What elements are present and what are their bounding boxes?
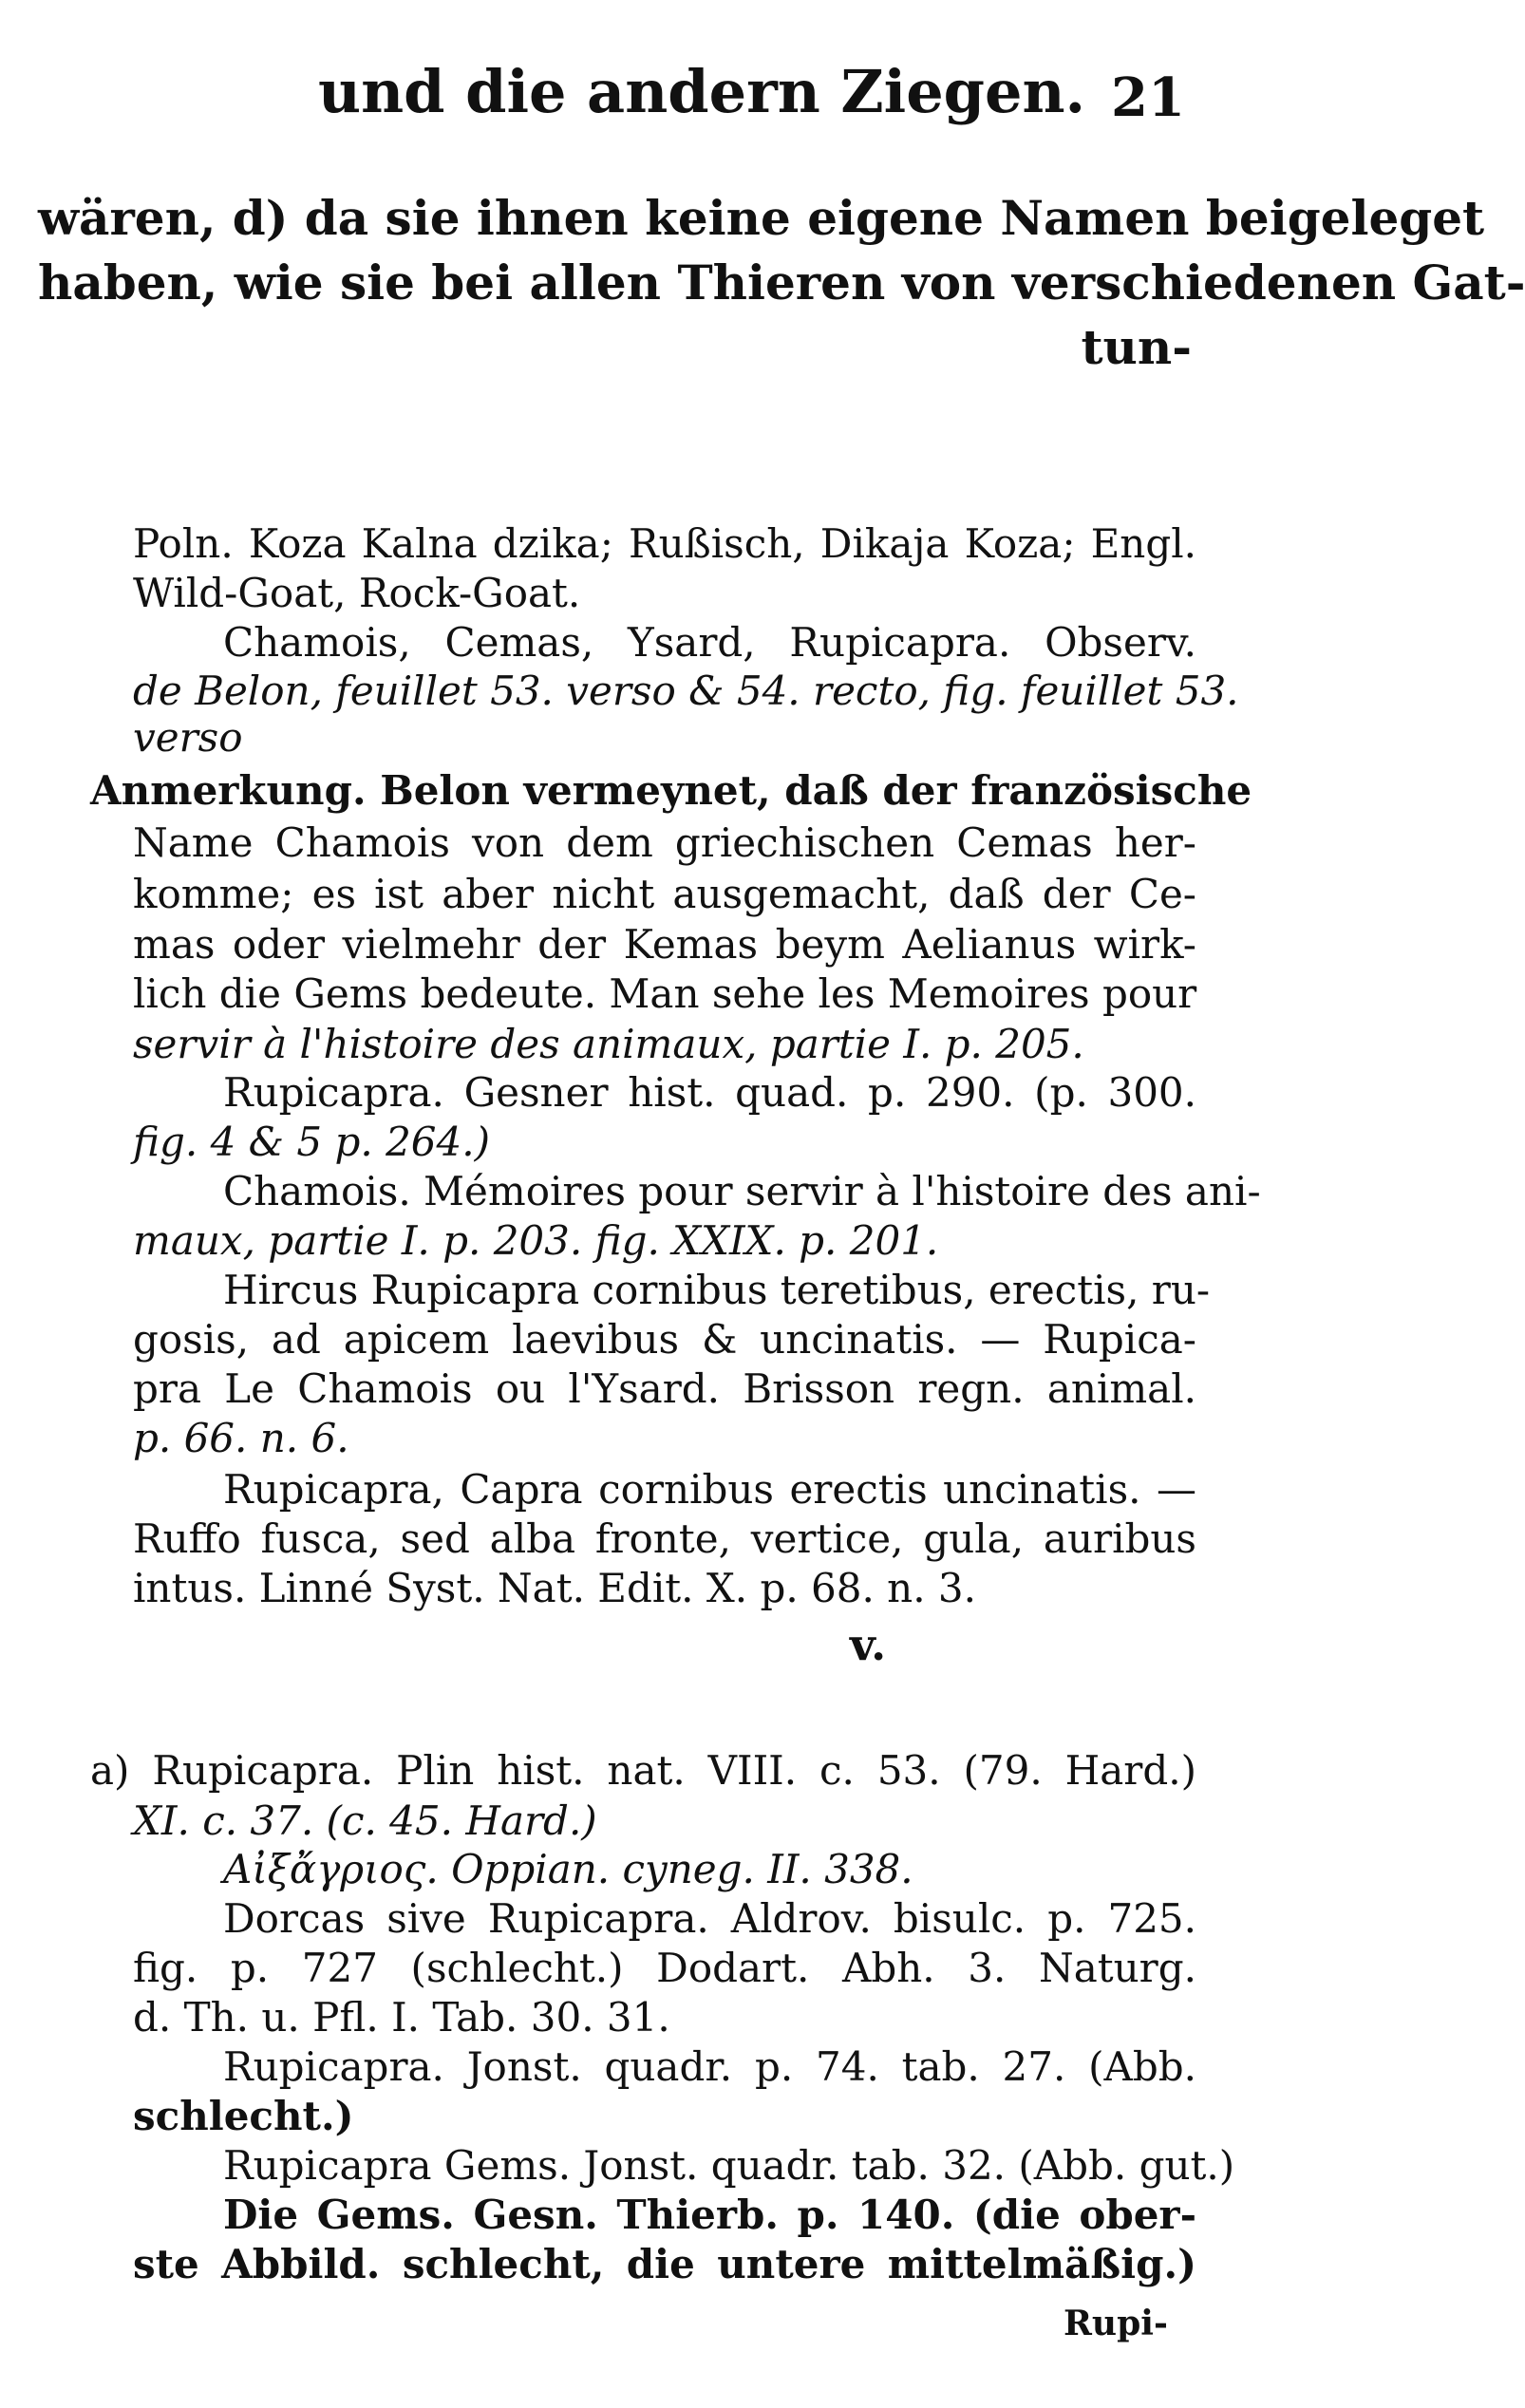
footnote-line: fig. p. 727 (schlecht.) Dodart. Abh. 3. Naturg. [133,1945,1196,1991]
footnote-line: Αἰξἄγριος. Oppian. cyneg. II. 338. [223,1846,913,1892]
body-line: tun- [1081,319,1192,375]
footnote-line: mas oder vielmehr der Kemas beym Aelianus wirk- [133,921,1196,968]
footnote-line: Ruffo fusca, sed alba fronte, vertice, gula, auribus [133,1515,1196,1562]
footnote-line: Chamois, Cemas, Ysard, Rupicapra. Observ. [223,619,1196,666]
footnote-line: de Belon, feuillet 53. verso & 54. recto, fig. feuillet 53. [133,668,1239,714]
footnote-line: Chamois. Mémoires pour servir à l'histoire des ani- [223,1168,1261,1214]
footnote-line: p. 66. n. 6. [133,1415,349,1461]
footnote-line: Rupicapra, Capra cornibus erectis uncinatis. — [223,1466,1196,1513]
footnote-line: Wild-Goat, Rock-Goat. [133,570,581,616]
footnote-line: verso [133,714,243,761]
footnote-line: Name Chamois von dem griechischen Cemas her- [133,819,1196,866]
footnote-line: Rupicapra. Jonst. quadr. p. 74. tab. 27. (Abb. [223,2043,1196,2090]
body-line: wären, d) da sie ihnen keine eigene Namen beigeleget [38,190,1485,246]
footnote-line: d. Th. u. Pfl. I. Tab. 30. 31. [133,1994,670,2041]
page-number: 21 [1111,66,1185,129]
footnote-line: Rupicapra Gems. Jonst. quadr. tab. 32. (Abb. gut.) [223,2142,1235,2189]
footnote-line: schlecht.) [133,2093,354,2139]
footnote-line: ste Abbild. schlecht, die untere mittelmäßig.) [133,2241,1196,2287]
footnote-line: Poln. Koza Kalna dzika; Rußisch, Dikaja Koza; Engl. [133,520,1196,567]
body-line: haben, wie sie bei allen Thieren von verschiedenen Gat- [38,254,1525,310]
footnote-line: Die Gems. Gesn. Thierb. p. 140. (die ober- [223,2192,1196,2238]
footnote-line: Anmerkung. Belon vermeynet, daß der französische [90,767,1252,814]
footnote-line: Rupicapra. Gesner hist. quad. p. 290. (p. 300. [223,1069,1196,1116]
footnote-line: XI. c. 37. (c. 45. Hard.) [133,1797,597,1844]
footnote-line: Dorcas sive Rupicapra. Aldrov. bisulc. p. 725. [223,1895,1196,1942]
footnote-line: servir à l'histoire des animaux, partie I. p. 205. [133,1021,1084,1067]
footnote-line: lich die Gems bedeute. Man sehe les Memoires pour [133,970,1197,1017]
footnote-line: intus. Linné Syst. Nat. Edit. X. p. 68. n. 3. [133,1565,977,1611]
footnote-line: Hircus Rupicapra cornibus teretibus, erectis, ru- [223,1267,1211,1313]
footnote-line: maux, partie I. p. 203. fig. XXIX. p. 201. [133,1217,939,1264]
catchword: Rupi- [1064,2304,1168,2343]
footnote-line: pra Le Chamois ou l'Ysard. Brisson regn. animal. [133,1365,1196,1412]
footnote-marker: v. [850,1619,887,1670]
footnote-line: gosis, ad apicem laevibus & uncinatis. — Rupica- [133,1316,1196,1363]
footnote-line: komme; es ist aber nicht ausgemacht, daß der Ce- [133,871,1196,917]
footnote-line: a) Rupicapra. Plin hist. nat. VIII. c. 53. (79. Hard.) [90,1747,1196,1794]
running-head: und die andern Ziegen. [318,57,1086,126]
footnote-line: fig. 4 & 5 p. 264.) [133,1119,490,1165]
